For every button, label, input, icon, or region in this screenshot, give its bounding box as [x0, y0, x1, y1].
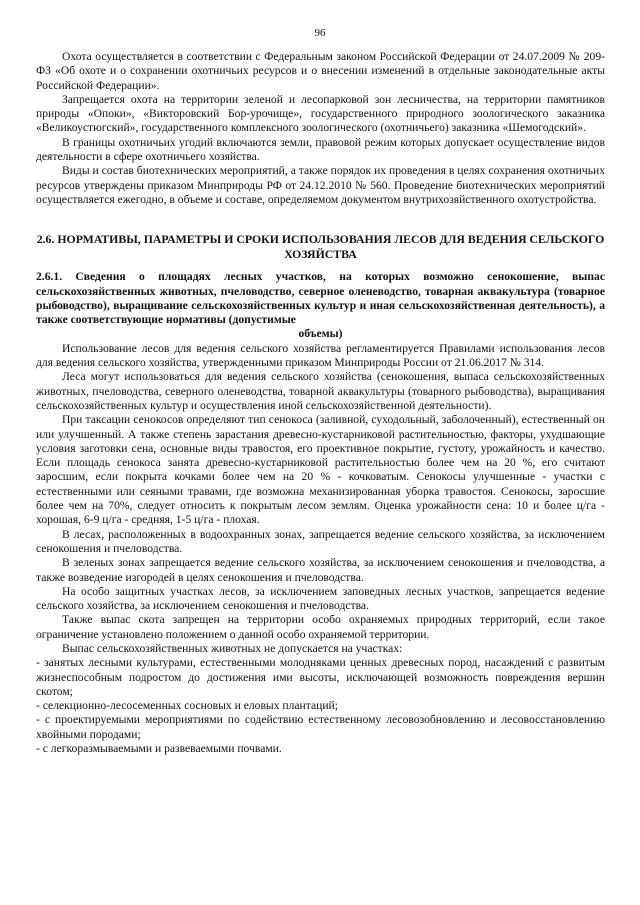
body-paragraph-4: В лесах, расположенных в водоохранных зонах, запрещается ведение сельского хозяйства, за исключением сенокошения и пчеловодства.	[36, 527, 605, 555]
body-paragraph-8: Выпас сельскохозяйственных животных не допускается на участках:	[62, 641, 403, 655]
section-title: 2.6. НОРМАТИВЫ, ПАРАМЕТРЫ И СРОКИ ИСПОЛЬЗОВАНИЯ ЛЕСОВ ДЛЯ ВЕДЕНИЯ СЕЛЬСКОГО ХОЗЯЙСТВА	[36, 232, 605, 261]
body-paragraph-6: На особо защитных участках лесов, за исключением заповедных лесных участков, запрещается ведение сельского хозяйства, за исключением сенокошения и пчеловодства.	[36, 584, 605, 613]
subsection-title-tail: объемы)	[298, 327, 343, 341]
subsection-title	[36, 270, 605, 341]
page-number: 96	[314, 27, 326, 39]
body-paragraph-5: В зеленых зонах запрещается ведение сельского хозяйства, за исключением сенокошения и пчеловодства, а также возведение изгородей в целях сенокошения и пчеловодства.	[36, 556, 605, 584]
body-paragraph-1: Использование лесов для ведения сельского хозяйства регламентируется Правилами использования лесов для ведения сельского хозяйства, утвержденными приказом Минприроды России от 21.06.2017 № 314.	[36, 341, 605, 370]
intro-paragraph-3: В границы охотничьих угодий включаются земли, правовой режим которых допускает осуществление видов деятельности в сфере охотничьего хозяйства.	[36, 135, 605, 164]
spacer	[36, 207, 605, 219]
subsection-title-main: 2.6.1. Сведения о площадях лесных участков, на которых возможно сенокошение, выпас сельскохозяйственных животных, пчеловодство, северное оленеводство, товарная аквакультура (товарное рыбоводство), выращивание сельскохозяйственных культур и иная сельскохозяйственная деятельность), а также соответствующие нормативы (допустимые	[36, 270, 605, 327]
body-paragraph-3: При таксации сенокосов определяют тип сенокоса (заливной, суходольный, заболоченный), естественный он или улучшенный. А также степень зарастания древесно-кустарниковой растительностью, факторы, ухудшающие условия заготовки сена, основные виды травостоя, его проективное покрытие, густоту, урожайность и качество. Если площадь сенокоса занята древесно-кустарниковой растительностью более чем на 20 %, его считают заросшим, если покрыта кочками более чем на 20 % - кочковатым. Сенокосы улучшенные - участки с естественными или сеяными травами, где возможна механизированная уборка травостоя. Сенокосы, заросшие более чем на 70%, следует относить к покрытым лесом землям. Оценка урожайности сена: 10 и более ц/га - хорошая, 6-9 ц/га - средняя, 1-5 ц/га - плохая.	[36, 413, 605, 527]
body-paragraph-7: Также выпас скота запрещен на территории особо охраняемых природных территорий, если такое ограничение установлено положением о данной особо охраняемой территории.	[36, 613, 605, 641]
list-item-4: - с легкоразмываемыми и развеваемыми почвами.	[36, 742, 282, 756]
body-paragraph-2: Леса могут использоваться для ведения сельского хозяйства (сенокошения, выпаса сельскохозяйственных животных, пчеловодства, северного оленеводства, товарной аквакультуры (товарного рыбоводства), выращивания сельскохозяйственных культур и осуществления иной сельскохозяйственной деятельности).	[36, 370, 605, 412]
intro-paragraph-2: Запрещается охота на территории зеленой и лесопарковой зон лесничества, на территории памятников природы «Опоки», «Викторовский Бор-урочище», государственного природного зоологического заказника «Великоустюгский», государственного комплексного зоологического (охотничьего) заказника «Шемогодский».	[36, 92, 605, 135]
list-item-2: - селекционно-лесосеменных сосновых и еловых плантаций;	[36, 699, 338, 713]
intro-paragraph-4: Виды и состав биотехнических мероприятий, а также порядок их проведения в целях сохранения охотничьих ресурсов утверждены приказом Минприроды РФ от 24.12.2010 № 560. Проведение биотехнических мероприятий осуществляется ежегодно, в объеме и составе, определяемом документом внутрихозяйственного охотустройства.	[36, 164, 605, 206]
document-body	[36, 50, 605, 756]
list-item-3: - с проектируемыми мероприятиями по содействию естественному лесовозобновлению и лесовосстановлению хвойными породами;	[36, 713, 605, 741]
intro-paragraph-1: Охота осуществляется в соответствии с Федеральным законом Российской Федерации от 24.07.2009 № 209-ФЗ «Об охоте и о сохранении охотничьих ресурсов и о внесении изменений в отдельные законодательные акты Российской Федерации».	[36, 50, 605, 92]
list-item-1: - занятых лесными культурами, естественными молодняками ценных древесных пород, насаждений с развитым жизнеспособным подростом до достижения ими высоты, исключающей возможность повреждения вершин скотом;	[36, 656, 605, 698]
